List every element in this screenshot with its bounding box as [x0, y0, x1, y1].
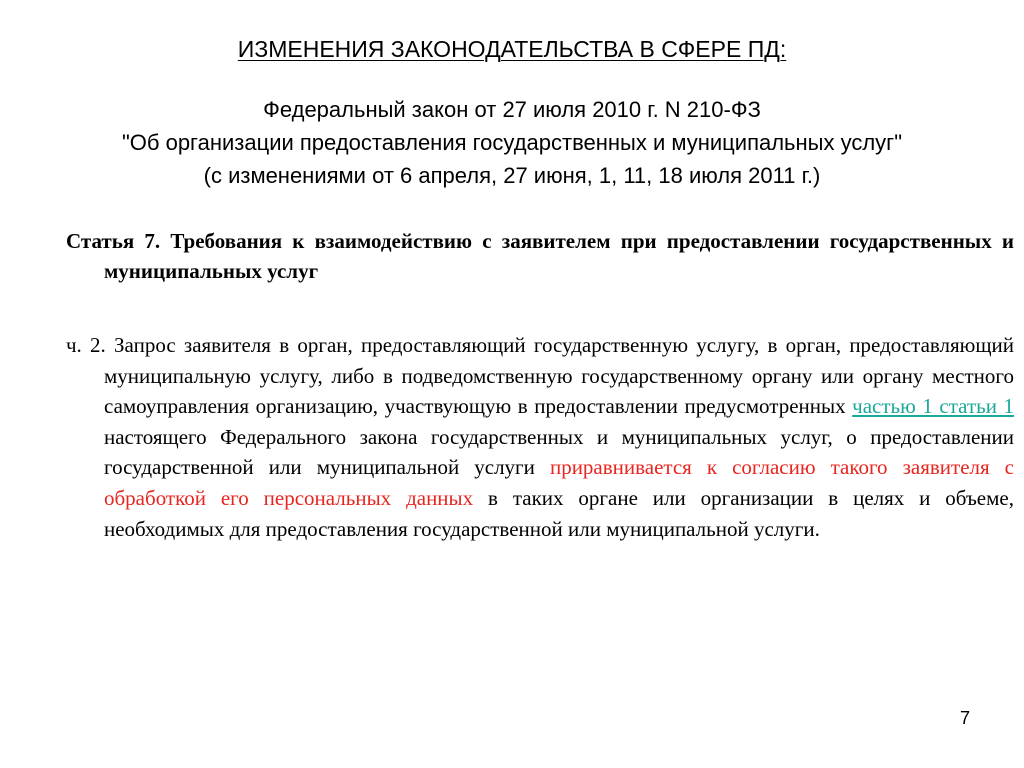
article-link[interactable]: частью 1 статьи 1 — [852, 394, 1014, 419]
paragraph-text-2: настоящего Федерального закона государственных и муниципальных услуг, о предоставлении государственной или муниципальной услуги — [104, 424, 1014, 480]
slide-title: ИЗМЕНЕНИЯ ЗАКОНОДАТЕЛЬСТВА В СФЕРЕ ПД: — [237, 36, 787, 62]
page-number: 7 — [959, 708, 970, 728]
law-title-line: "Об организации предоставления государственных и муниципальных услуг" — [121, 130, 903, 155]
paragraph-text-3: в таких органе или организации в целях и объеме, необходимых для предоставления государственной или муниципальной услуги. — [104, 485, 1014, 541]
article-paragraph — [66, 330, 1014, 544]
law-reference — [0, 93, 1024, 192]
law-amendments-line: (с изменениями от 6 апреля, 27 июня, 1, 11, 18 июля 2011 г.) — [203, 163, 821, 188]
article-heading: Статья 7. Требования к взаимодействию с заявителем при предоставлении государственных и муниципальных услуг — [66, 229, 1014, 283]
highlighted-text: приравнивается к согласию такого заявителя с обработкой его персональных данных — [104, 455, 1015, 510]
paragraph-text-1: ч. 2. Запрос заявителя в орган, предоставляющий государственную услугу, в орган, предоставляющий муниципальную услугу, либо в подведомственную государственному органу или органу местного самоуправления организацию, участвующую в предоставлении предусмотренных — [66, 333, 1014, 419]
law-name-line: Федеральный закон от 27 июля 2010 г. N 210-ФЗ — [263, 97, 761, 122]
